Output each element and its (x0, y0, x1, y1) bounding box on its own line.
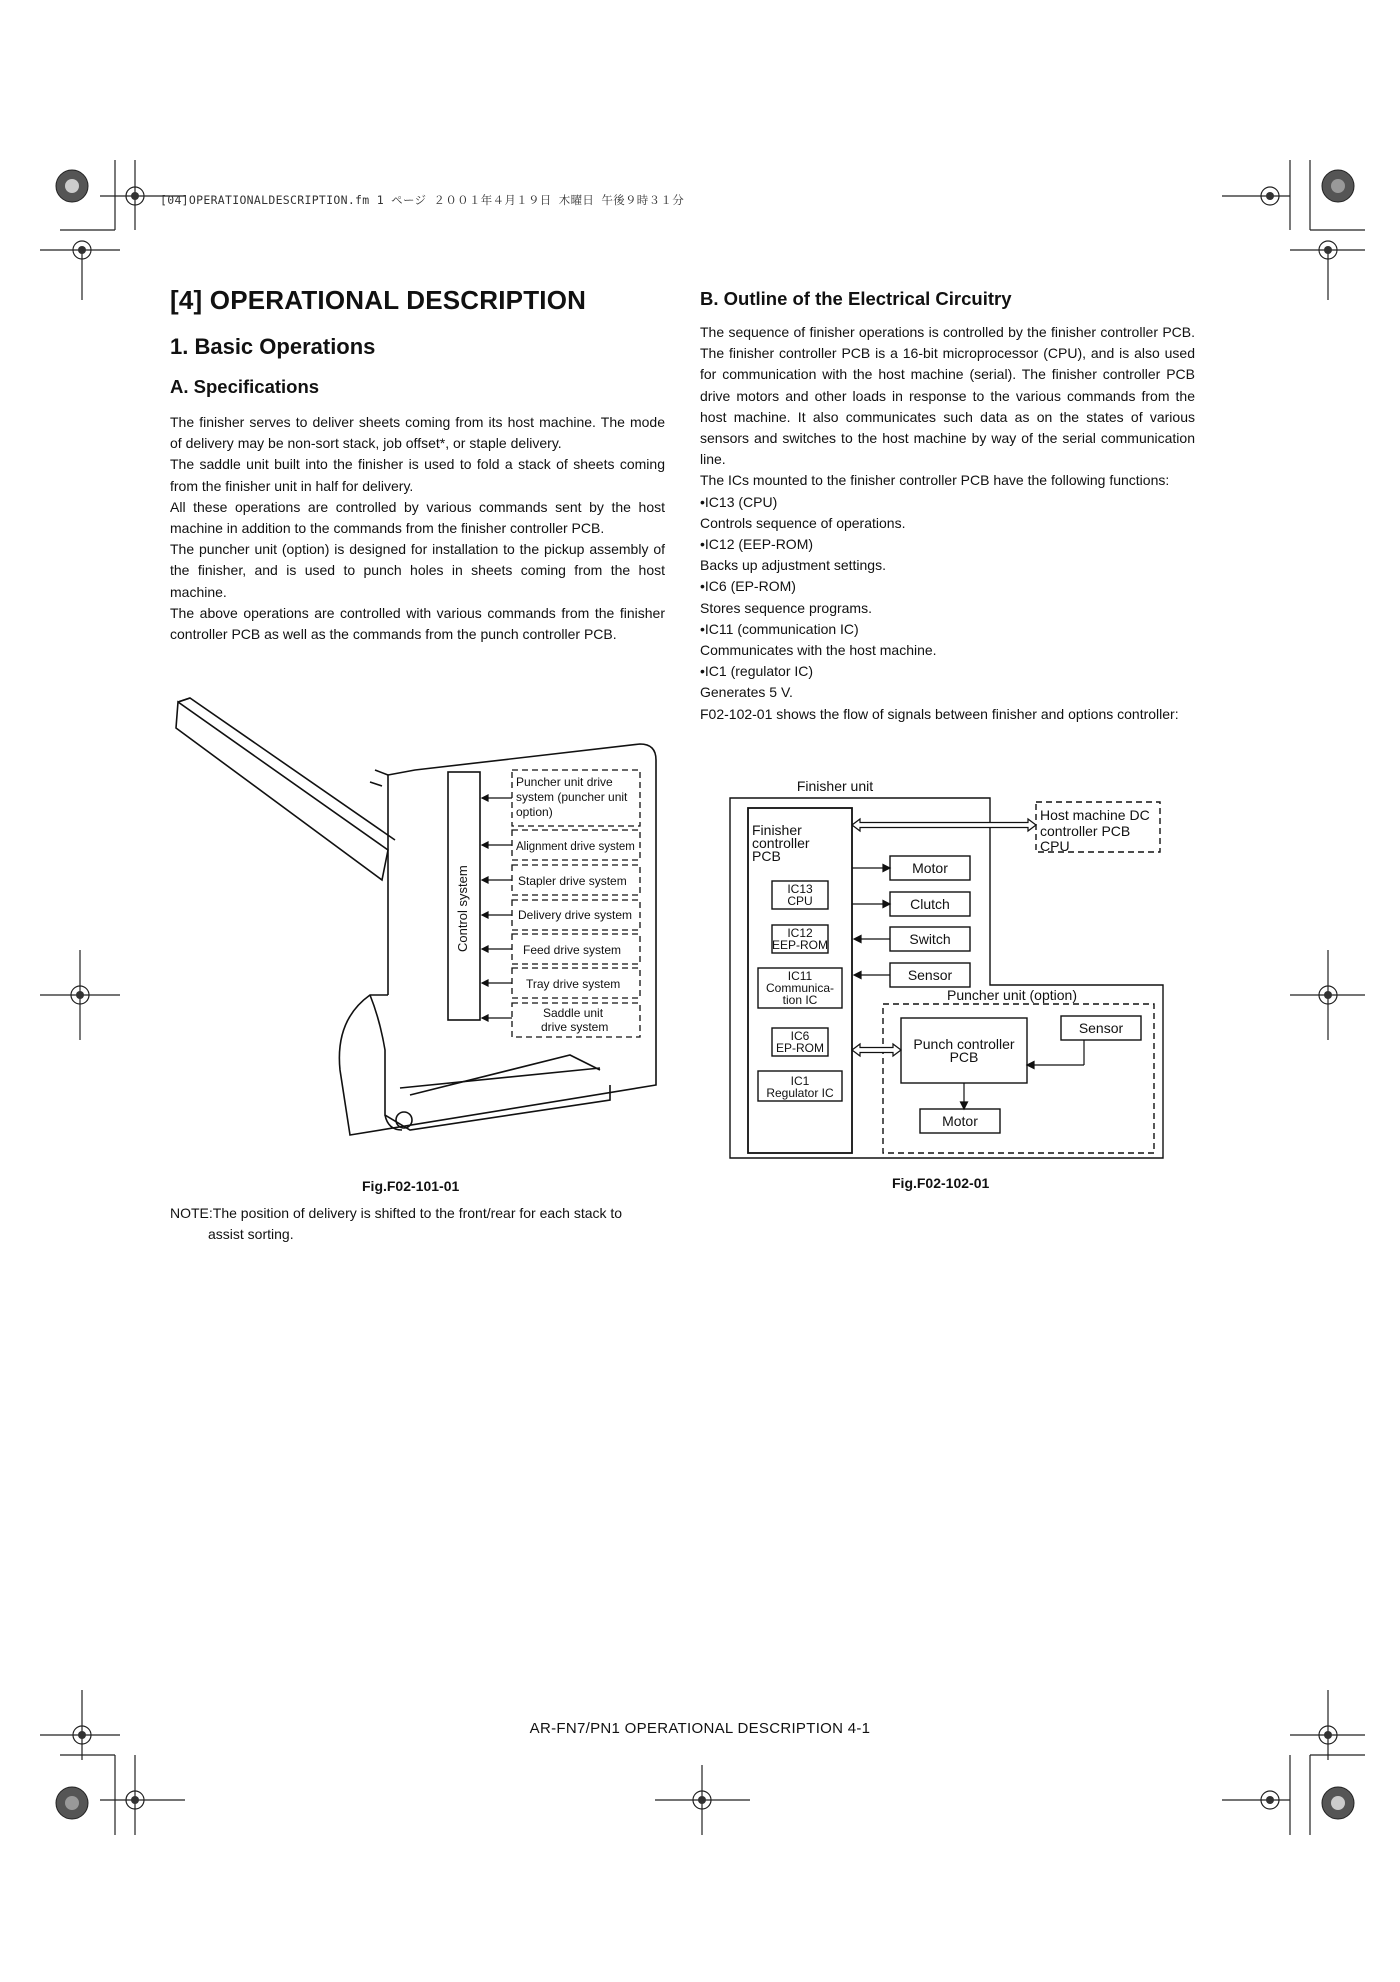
subsection-title-electrical: B. Outline of the Electrical Circuitry (700, 288, 1012, 309)
page-footer: AR-FN7/PN1 OPERATIONAL DESCRIPTION 4-1 (529, 1720, 871, 1737)
ic-name: •IC11 (communication IC) (700, 620, 859, 637)
note-line: The position of delivery is shifted to the front/rear for each stack to (212, 1205, 623, 1221)
paragraph: The finisher serves to deliver sheets coming from its host machine. The mode of delivery may be non-sort stack, job offset*, or staple delivery. (170, 414, 665, 452)
ic-name: •IC6 (EP-ROM) (700, 578, 796, 595)
host-label: controller PCB (1040, 823, 1131, 839)
ic6-label: EP-ROM (776, 1041, 824, 1055)
paragraph: The above operations are controlled with various commands from the finisher controller PCB as well as the commands from the punch controller PCB. (170, 604, 665, 643)
control-system-label: Control system (455, 865, 470, 952)
ic12-label: IC12 (787, 926, 813, 940)
punch-pcb-label: PCB (949, 1049, 979, 1065)
ic1-label: IC1 (790, 1074, 810, 1088)
paragraph: The ICs mounted to the finisher controller PCB have the following functions: (700, 472, 1170, 489)
host-label: Host machine DC (1040, 807, 1150, 823)
punch-motor-label: Motor (942, 1113, 978, 1129)
fc-pcb-label: Finisher (752, 822, 802, 838)
ic1-label: Regulator IC (766, 1086, 834, 1100)
ic-name: •IC12 (EEP-ROM) (700, 536, 814, 553)
ic13-label: IC13 (787, 882, 813, 896)
note-prefix: NOTE: (170, 1205, 213, 1221)
note (170, 1203, 670, 1245)
system-label: Stapler drive system (518, 874, 627, 888)
ic11-label: tion IC (782, 993, 818, 1007)
system-label: drive system (541, 1020, 609, 1034)
punch-sensor-label: Sensor (1078, 1020, 1124, 1036)
ic11-label: IC11 (787, 969, 813, 983)
system-label: Delivery drive system (518, 908, 633, 922)
paragraph: The sequence of finisher operations is controlled by the finisher controller PCB. The finisher controller PCB is a 16-bit microprocessor (CPU), and is also used for communication with the host machine (serial). The finisher controller PCB drive motors and other loads in response to the various commands from the host machine. It also communicates such data as on the states of various sensors and switches to the host machine by way of the serial communication line. (700, 324, 1195, 468)
figure-caption-102: Fig.F02-102-01 (892, 1175, 990, 1191)
ic11-label: Communica- (765, 981, 835, 995)
figure-caption-101: Fig.F02-101-01 (362, 1178, 460, 1194)
system-label: Alignment drive system (516, 841, 635, 853)
system-label: Tray drive system (526, 977, 621, 991)
puncher-unit-label: Puncher unit (option) (947, 987, 1077, 1003)
motor-label: Motor (912, 860, 948, 876)
running-header: [04]OPERATIONALDESCRIPTION.fm 1 ページ ２００１年４月１９日 木曜日 午後９時３１分 (160, 193, 684, 207)
sensor-label: Sensor (907, 967, 953, 983)
finisher-unit-label: Finisher unit (796, 778, 874, 794)
ic-desc: Generates 5 V. (700, 684, 793, 701)
system-label: option) (516, 805, 553, 819)
ic-desc: Backs up adjustment settings. (700, 557, 886, 574)
chapter-title: [4] OPERATIONAL DESCRIPTION (170, 285, 587, 315)
clutch-label: Clutch (910, 896, 950, 912)
ic-desc: Stores sequence programs. (700, 599, 872, 616)
subsection-title-specs: A. Specifications (170, 376, 320, 397)
system-label: system (puncher unit (516, 790, 628, 804)
system-label: Puncher unit drive (516, 775, 613, 789)
fc-pcb-label: controller (752, 835, 810, 851)
section-title: 1. Basic Operations (170, 334, 376, 359)
punch-pcb-label: Punch controller (913, 1036, 1015, 1052)
right-column (700, 288, 1195, 725)
paragraph: F02-102-01 shows the flow of signals between finisher and options controller: (700, 705, 1179, 722)
system-label: Feed drive system (523, 943, 622, 957)
system-label: Saddle unit (543, 1006, 604, 1020)
ic12-label: EEP-ROM (771, 938, 829, 952)
paragraph: The saddle unit built into the finisher is used to fold a stack of sheets coming from the finisher unit in half for delivery. (170, 456, 665, 494)
paragraph: All these operations are controlled by various commands sent by the host machine in addition to the commands from the finisher controller PCB. (170, 498, 665, 537)
block-diagram (720, 775, 1170, 1165)
paragraph: The puncher unit (option) is designed for installation to the pickup assembly of the finisher, and is used to punch holes in sheets coming from the host machine. (170, 541, 665, 600)
note-line: assist sorting. (208, 1226, 294, 1242)
finisher-illustration (170, 690, 670, 1170)
ic-name: •IC1 (regulator IC) (700, 663, 814, 680)
ic-desc: Controls sequence of operations. (700, 514, 906, 531)
left-column (170, 285, 665, 645)
fc-pcb-label: PCB (752, 848, 781, 864)
switch-label: Switch (909, 931, 951, 947)
host-label: CPU (1040, 838, 1070, 854)
ic-name: •IC13 (CPU) (700, 493, 778, 510)
ic-desc: Communicates with the host machine. (700, 642, 937, 659)
ic6-label: IC6 (790, 1029, 810, 1043)
ic13-label: CPU (787, 894, 813, 908)
